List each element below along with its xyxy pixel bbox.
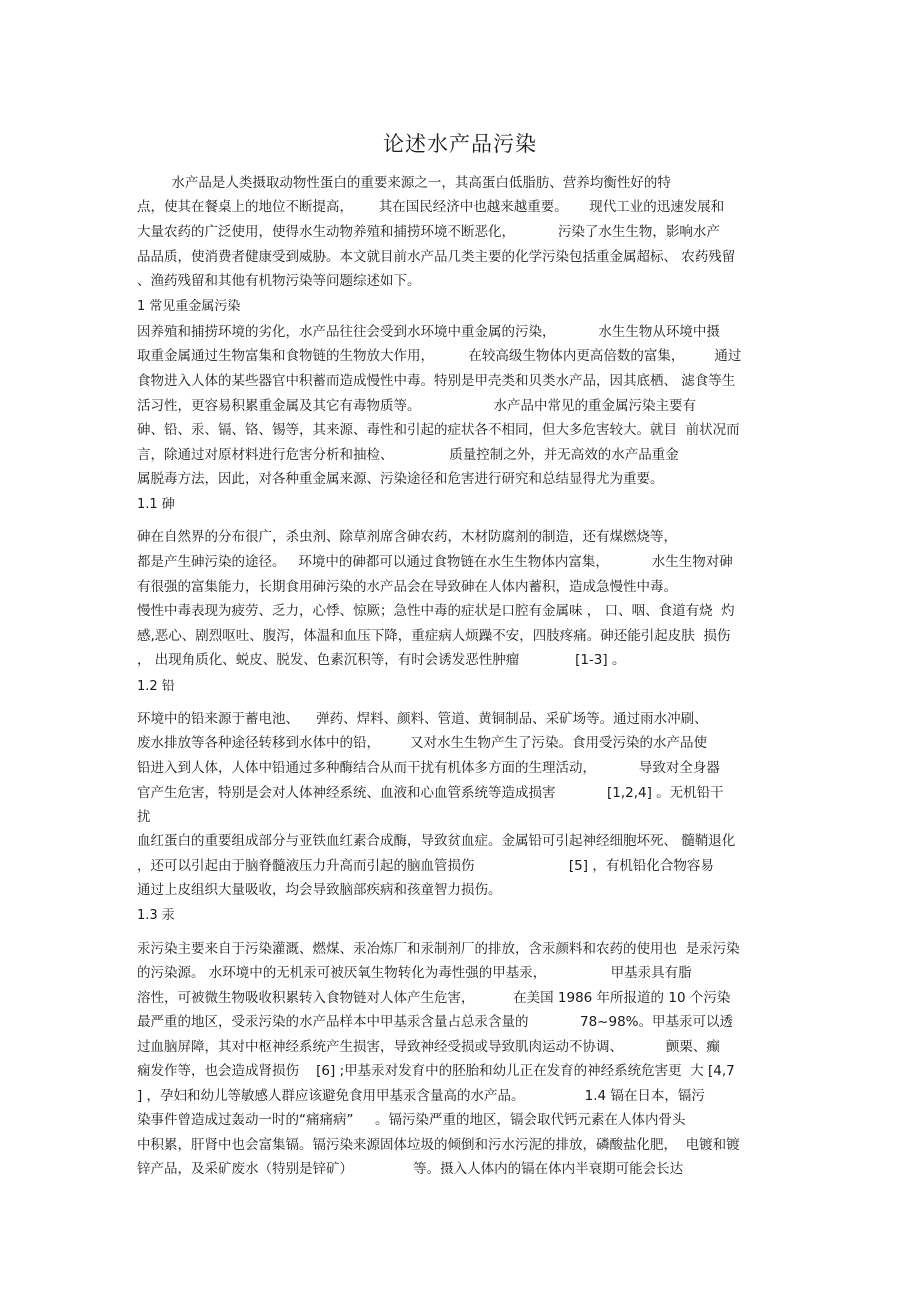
text-line: 的污染源。 水环境中的无机汞可被厌氧生物转化为毒性强的甲基汞， 甲基汞具有脂 <box>137 965 692 981</box>
text-line: 、渔药残留和其他有机物污染等问题综述如下。 <box>137 273 421 289</box>
text-line: 官产生危害，特别是会对人体神经系统、血液和心血管系统等造成损害 [1,2,4] 。无机铅干 <box>137 785 724 801</box>
text-line: 感,恶心、剧烈呕吐、腹泻，体温和血压下降，重症病人烦躁不安，四肢疼痛。砷还能引起皮肤 损伤 <box>137 628 731 644</box>
text-line: 锌产品，及采矿废水（特别是锌矿） 等。摄入人体内的镉在体内半衰期可能会长达 <box>137 1161 684 1177</box>
text-line: 言，除通过对原材料进行危害分析和抽检、 质量控制之外，并无高效的水产品重金 <box>137 447 679 463</box>
text-line: 砷在自然界的分布很广，杀虫剂、除草剂席含砷农药，木材防腐剂的制造，还有煤燃烧等， <box>137 529 677 545</box>
text-line: 活习性，更容易积累重金属及其它有毒物质等。 水产品中常见的重金属污染主要有 <box>137 398 696 414</box>
text-line: 品品质，使消费者健康受到威胁。本文就目前水产品几类主要的化学污染包括重金属超标、 农药残留 <box>137 249 736 265</box>
text-line: ，还可以引起由于脑脊髓液压力升高而引起的脑血管损伤 [5] ，有机铅化合物容易 <box>137 858 714 874</box>
text-line: 扰 <box>137 809 151 825</box>
text-line: 废水排放等各种途径转移到水体中的铅， 又对水生生物产生了污染。食用受污染的水产品使 <box>137 735 708 751</box>
text-line: 血红蛋白的重要组成部分与亚铁血红素合成酶，导致贫血症。金属铅可引起神经细胞坏死、 髓鞘退化 <box>137 833 736 849</box>
text-line: 点，使其在餐桌上的地位不断提高， 其在国民经济中也越来越重要。 现代工业的迅速发展和 <box>137 199 725 215</box>
text-line: 因养殖和捕捞环境的劣化，水产品往往会受到水环境中重金属的污染， 水生生物从环境中摄 <box>137 324 720 340</box>
text-line: 溶性，可被微生物吸收积累转入食物链对人体产生危害， 在美国 1986 年所报道的 10 个污染 <box>137 990 731 1006</box>
text-line: 过血脑屏障，其对中枢神经系统产生损害，导致神经受损或导致肌肉运动不协调、 颤栗、癫 <box>137 1039 720 1055</box>
text-line: ， 出现角质化、蜕皮、脱发、色素沉积等，有时会诱发恶性肿瘤 [1-3] 。 <box>137 652 626 668</box>
text-line: ] ，孕妇和幼儿等敏感人群应该避免食用甲基汞含量高的水产品。 1.4 镉在日本，镉污 <box>137 1088 705 1104</box>
text-line: 最严重的地区，受汞污染的水产品样本中甲基汞含量占总汞含量的 78~98%。甲基汞可以透 <box>137 1014 733 1030</box>
text-line: 砷、铅、汞、镉、铬、锡等，其来源、毒性和引起的症状各不相同，但大多危害较大。就目 前状况而 <box>137 422 740 438</box>
page-title: 论述水产品污染 <box>383 132 537 156</box>
text-line: 食物进入人体的某些器官中积蓄而造成慢性中毒。特别是甲壳类和贝类水产品，因其底栖、 滤食等生 <box>137 373 736 389</box>
text-line: 染事件曾造成过轰动一时的“痛痛病” 。镉污染严重的地区，镉会取代钙元素在人体内骨头 <box>137 1112 686 1128</box>
text-line: 痫发作等，也会造成肾损伤 [6] ;甲基汞对发育中的胚胎和幼儿正在发育的神经系统危害更 大 [4,7 <box>137 1063 735 1079</box>
text-line: 有很强的富集能力，长期食用砷污染的水产品会在导致砷在人体内蓄积，造成急慢性中毒。 <box>137 579 677 595</box>
text-line: 属脱毒方法，因此，对各种重金属来源、污染途径和危害进行研究和总结显得尤为重要。 <box>137 471 664 487</box>
section-heading: 1 常见重金属污染 <box>137 299 241 314</box>
section-heading: 1.3 汞 <box>137 908 175 923</box>
text-line: 环境中的铅来源于蓄电池、 弹药、焊料、颜料、管道、黄铜制品、采矿场等。通过雨水冲刷、 <box>137 711 708 727</box>
text-line: 水产品是人类摄取动物性蛋白的重要来源之一，其高蛋白低脂肪、营养均衡性好的特 <box>137 175 671 191</box>
text-line: 取重金属通过生物富集和食物链的生物放大作用， 在较高级生物体内更高倍数的富集， 通过 <box>137 348 742 364</box>
text-line: 都是产生砷污染的途径。 环境中的砷都可以通过食物链在水生生物体内富集， 水生生物对砷 <box>137 554 733 570</box>
text-line: 铅进入到人体，人体中铅通过多种酶结合从而干扰有机体多方面的生理活动， 导致对全身器 <box>137 760 720 776</box>
text-line: 慢性中毒表现为疲劳、乏力，心悸、惊厥；急性中毒的症状是口腔有金属味 ， 口、咽、食道有烧 灼 <box>137 603 735 619</box>
text-line: 汞污染主要来自于污染灌溉、燃煤、汞冶炼厂和汞制剂厂的排放，含汞颜料和农药的使用也 是汞污染 <box>137 941 740 957</box>
section-heading: 1.2 铅 <box>137 679 175 694</box>
section-heading: 1.1 砷 <box>137 497 175 512</box>
text-line: 大量农药的广泛使用，使得水生动物养殖和捕捞环境不断恶化， 污染了水生生物，影响水产 <box>137 224 720 240</box>
text-line: 通过上皮组织大量吸收，均会导致脑部疾病和孩童智力损伤。 <box>137 882 502 898</box>
text-line: 中积累，肝肾中也会富集镉。镉污染来源固体垃圾的倾倒和污水污泥的排放，磷酸盐化肥， 电镀和镀 <box>137 1137 740 1153</box>
